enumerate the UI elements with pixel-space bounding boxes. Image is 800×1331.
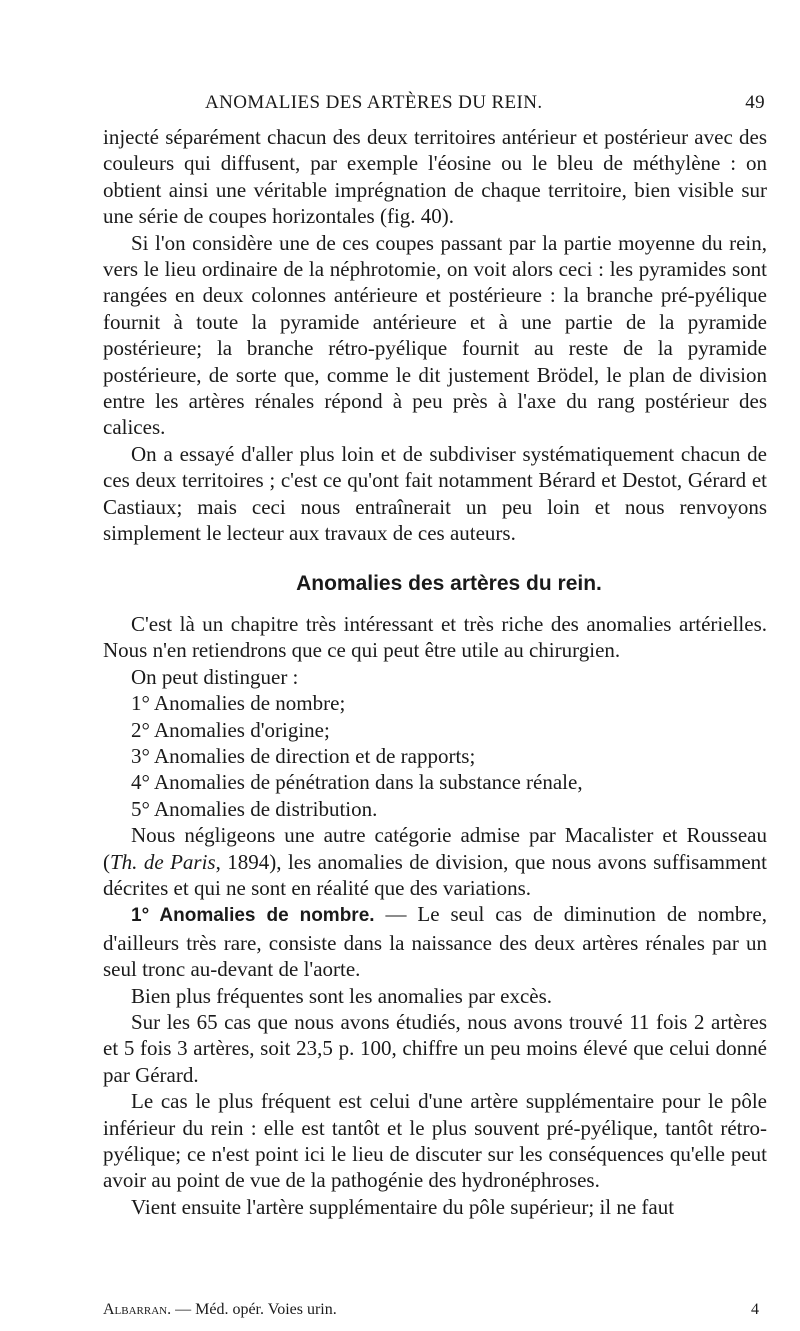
list-item: 3° Anomalies de direction et de rapports; (131, 743, 476, 768)
paragraph: On a essayé d'aller plus loin et de subdiviser systématiquement chacun de ces deux territoires ; c'est ce qu'ont fait notamment Bérard et Destot, Gérard et Castiaux; mais ceci nous entraînerait un peu loin et nous renvoyons simplement le lecteur aux travaux de ces auteurs. (103, 441, 767, 546)
list-item: 1° Anomalies de nombre; (131, 691, 346, 716)
footer-imprint (103, 1301, 337, 1319)
paragraph (103, 901, 767, 982)
section-heading: Anomalies des artères du rein. (296, 571, 602, 595)
footer-work: Méd. opér. Voies urin. (195, 1301, 337, 1318)
paragraph: injecté séparément chacun des deux territoires antérieur et postérieur avec des couleurs qui diffusent, par exemple l'éosine ou le bleu de méthylène : on obtient ainsi une véritable imprégnation de chaque territoire, bien visible sur une série de coupes horizontales (fig. 40). (103, 125, 767, 229)
text-run: Nous négligeons une autre catégorie admise par Macalister et Rousseau ( (103, 823, 767, 874)
page-body (103, 124, 767, 1220)
running-title: ANOMALIES DES ARTÈRES DU REIN. (205, 92, 543, 113)
paragraph: On peut distinguer : (131, 664, 299, 689)
paragraph: Si l'on considère une de ces coupes passant par la partie moyenne du rein, vers le lieu ordinaire de la néphrotomie, on voit alors ceci : les pyramides sont rangées en deux colonnes antérieure et postérieure : la branche pré-pyélique fournit à toute la pyramide antérieure et à une partie de la pyramide postérieure; la branche rétro-pyélique fournit au reste de la pyramide postérieure, de sorte que, comme le dit justement Brödel, le plan de division entre les artères rénales répond à peu près à l'axe du rang postérieur des calices. (103, 230, 767, 440)
list-item: 4° Anomalies de pénétration dans la substance rénale, (131, 770, 583, 795)
list-item: 5° Anomalies de distribution. (131, 796, 378, 821)
paragraph (103, 822, 767, 901)
paragraph: Sur les 65 cas que nous avons étudiés, nous avons trouvé 11 fois 2 artères et 5 fois 3 artères, soit 23,5 p. 100, chiffre un peu moins élevé que celui donné par Gérard. (103, 1010, 767, 1087)
paragraph: C'est là un chapitre très intéressant et très riche des anomalies artérielles. Nous n'en retiendrons que ce qui peut être utile au chirurgien. (103, 611, 767, 663)
citation-title: Th. de Paris (110, 849, 216, 874)
text-run: — Le seul cas de diminution de nombre, d'ailleurs très rare, consiste dans la naissance des deux artères rénales par un seul tronc au-devant de l'aorte. (103, 902, 767, 982)
paragraph: Vient ensuite l'artère supplémentaire du pôle supérieur; il ne faut (131, 1194, 675, 1219)
footer-author: Albarran. (103, 1301, 172, 1318)
footer-separator: — (171, 1301, 196, 1318)
text-run: , 1894), les anomalies de division, que nous avons suffisamment décrites et qui ne sont en réalité que des variations. (103, 849, 768, 900)
paragraph: Bien plus fréquentes sont les anomalies par excès. (131, 983, 553, 1008)
list-item: 2° Anomalies d'origine; (131, 717, 330, 742)
subsection-heading: 1° Anomalies de nombre. (131, 905, 375, 927)
paragraph: Le cas le plus fréquent est celui d'une artère supplémentaire pour le pôle inférieur du rein : elle est tantôt et le plus souvent pré-pyélique, tantôt rétro-pyélique; ce n'est point ici le lieu de discuter sur les conséquences qu'elle peut avoir au point de vue de la pathogénie des hydronéphroses. (103, 1089, 767, 1193)
page-number: 49 (745, 92, 765, 113)
signature-mark: 4 (751, 1301, 759, 1318)
